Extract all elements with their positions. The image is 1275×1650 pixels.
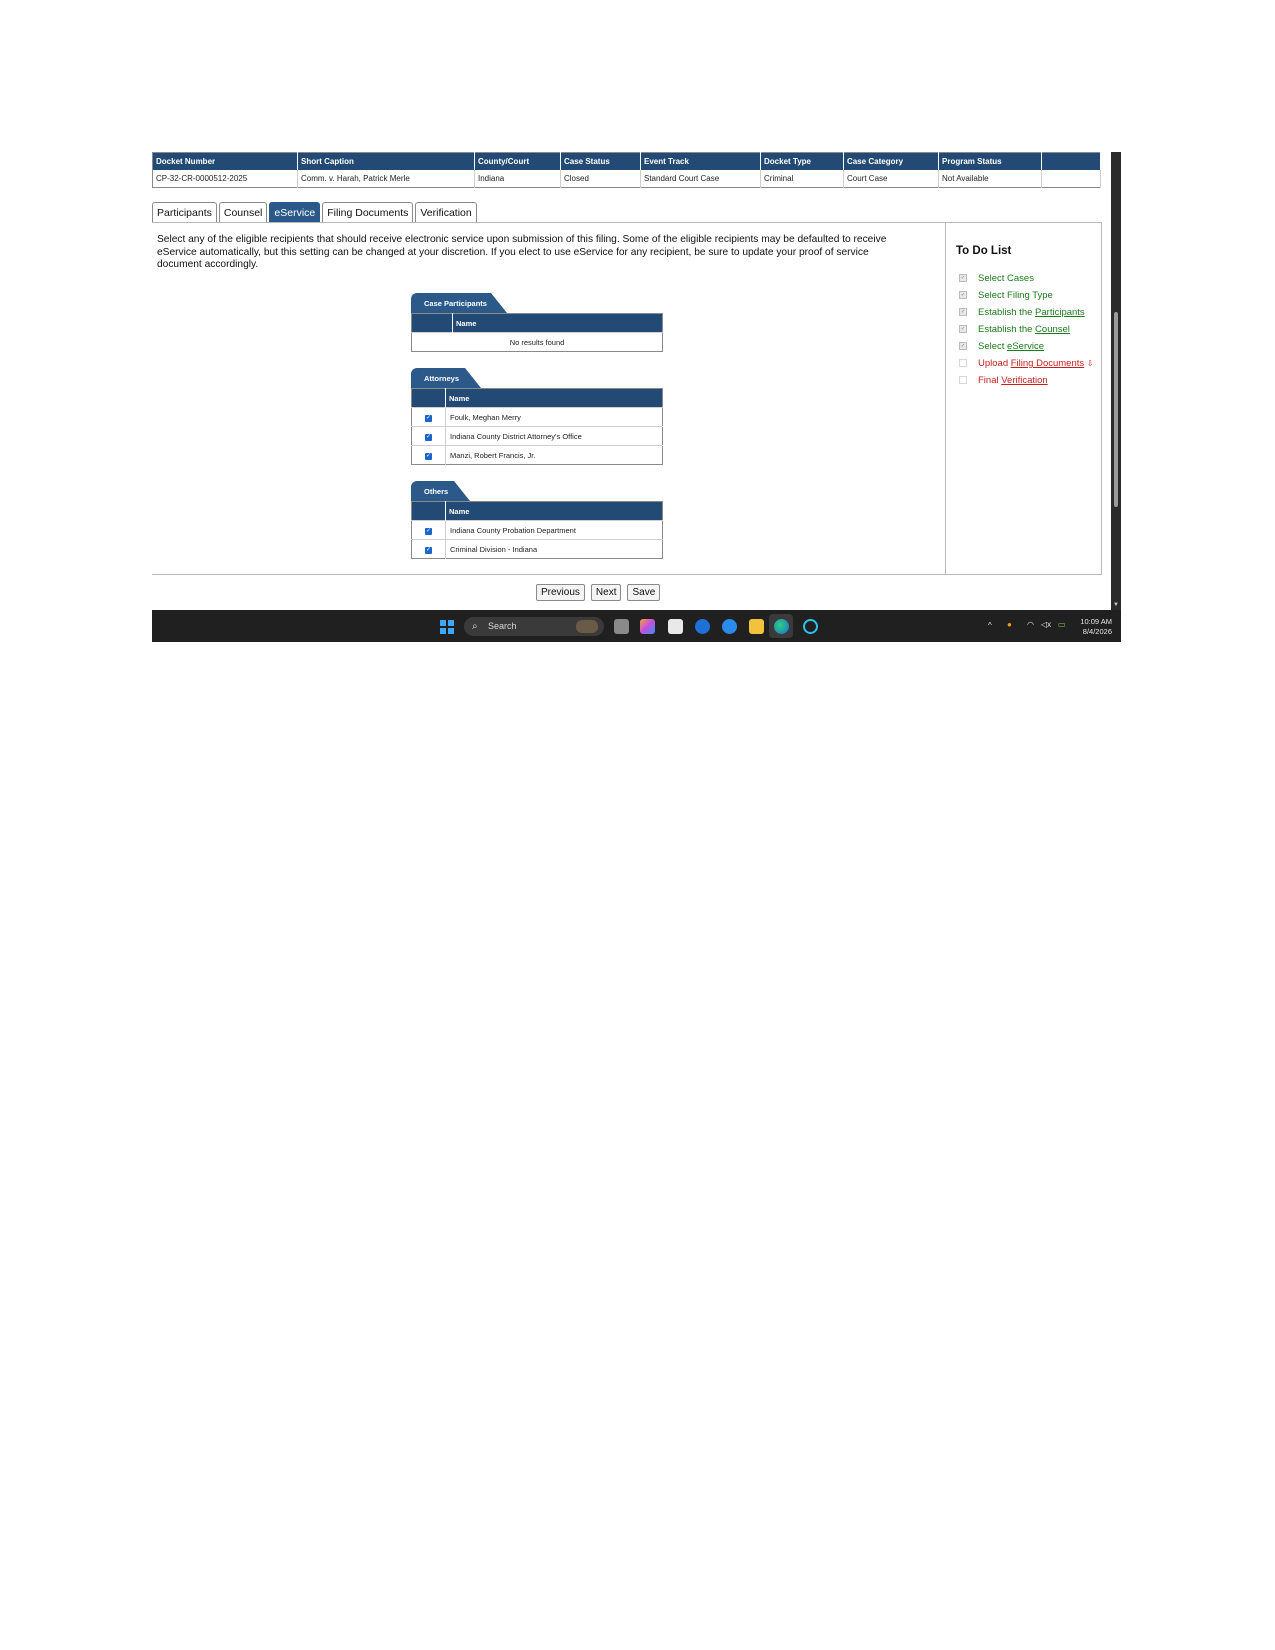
todo-item-eservice [956, 341, 1096, 353]
col-docket-number: Docket Number [153, 153, 298, 171]
case-participants-group [411, 293, 663, 352]
download-arrow-icon: ⇩ [1086, 359, 1094, 368]
col-county-court: County/Court [475, 153, 561, 171]
edge-icon[interactable] [774, 619, 789, 634]
todo-checkbox: ✓ [960, 343, 966, 349]
table-row [412, 333, 663, 352]
table-row [153, 170, 1101, 188]
scrollbar-thumb[interactable] [1114, 312, 1118, 507]
todo-list [956, 245, 1096, 392]
attorneys-title: Attorneys [424, 374, 460, 383]
todo-item-select-cases [956, 273, 1096, 285]
col-docket-type: Docket Type [761, 153, 844, 171]
store-icon[interactable] [668, 619, 683, 634]
docket-number-cell: CP-32-CR-0000512-2025 [153, 170, 298, 188]
todo-item-participants [956, 307, 1096, 319]
col-event-track: Event Track [641, 153, 761, 171]
copilot-icon[interactable] [640, 619, 655, 634]
tab-participants[interactable]: Participants [152, 202, 217, 223]
todo-item-label: Select Cases [978, 273, 1034, 284]
others-table [411, 501, 663, 559]
eservice-link[interactable]: eService [1007, 341, 1045, 352]
vertical-scrollbar[interactable] [1111, 152, 1121, 610]
counsel-link[interactable]: Counsel [1035, 324, 1070, 335]
other-recipient-name: Criminal Division - Indiana [446, 540, 663, 559]
program-status-cell: Not Available [939, 170, 1042, 188]
todo-checkbox: ✓ [960, 309, 966, 315]
todo-item-verification [956, 375, 1096, 387]
blank-cell [1042, 170, 1101, 188]
todo-item-label: Establish the [978, 307, 1036, 318]
case-participants-table [411, 313, 663, 352]
task-view-icon[interactable] [614, 619, 629, 634]
attorney-name: Foulk, Meghan Merry [446, 408, 663, 427]
attorneys-tab [411, 368, 663, 388]
todo-item-counsel [956, 324, 1096, 336]
col-case-category: Case Category [844, 153, 939, 171]
todo-checkbox: ✓ [960, 292, 966, 298]
select-column-header [412, 389, 446, 408]
clock-time: 10:09 AM [1080, 617, 1112, 626]
tab-filing-documents[interactable]: Filing Documents [322, 202, 413, 223]
scroll-down-icon[interactable]: ▼ [1113, 602, 1119, 608]
other-recipient-checkbox[interactable]: ✓ [425, 528, 432, 534]
search-icon: ⌕ [472, 621, 478, 632]
case-table-header [153, 153, 1101, 171]
windows-taskbar [152, 610, 1121, 642]
others-title: Others [424, 487, 449, 496]
taskbar-search-box[interactable] [464, 617, 604, 636]
participants-link[interactable]: Participants [1035, 307, 1085, 318]
others-tab [411, 481, 663, 501]
todo-title: To Do List [956, 245, 1012, 257]
todo-item-filing-documents [956, 358, 1096, 370]
intro-text: Select any of the eligible recipients that should receive electronic service upon submission of this filing. Some of the eligible recipients may be defaulted to receive eService automatically, but this setting can be changed at your discretion. If you elect to use eService for any recipient, be sure to update your proof of service document accordingly. [157, 234, 887, 270]
other-recipient-checkbox[interactable]: ✓ [425, 547, 432, 553]
name-column-header: Name [446, 502, 663, 521]
todo-checkbox [959, 359, 967, 367]
todo-item-label: Select [978, 341, 1008, 352]
table-row [412, 540, 663, 559]
attorney-checkbox[interactable]: ✓ [425, 415, 432, 421]
previous-button[interactable]: Previous [536, 584, 585, 601]
no-results-text: No results found [412, 333, 663, 352]
table-row [412, 408, 663, 427]
help-icon[interactable] [722, 619, 737, 634]
windows-start-icon[interactable] [440, 620, 454, 634]
todo-checkbox [959, 376, 967, 384]
alexa-icon[interactable] [803, 619, 818, 634]
others-group [411, 481, 663, 559]
verification-link[interactable]: Verification [1001, 375, 1048, 386]
next-button[interactable]: Next [591, 584, 622, 601]
name-column-header: Name [446, 389, 663, 408]
short-caption-cell: Comm. v. Harah, Patrick Merle [298, 170, 475, 188]
tab-eservice[interactable]: eService [269, 202, 320, 223]
wizard-buttons [536, 584, 660, 601]
case-summary-table [152, 152, 1101, 188]
file-explorer-icon[interactable] [749, 619, 764, 634]
table-row [412, 446, 663, 465]
panel-divider [945, 223, 946, 574]
col-program-status: Program Status [939, 153, 1042, 171]
todo-checkbox: ✓ [960, 275, 966, 281]
table-row [412, 427, 663, 446]
wifi-icon[interactable]: ◠ [1027, 620, 1034, 629]
select-column-header [412, 502, 446, 521]
todo-item-label: Select Filing Type [978, 290, 1053, 301]
other-recipient-name: Indiana County Probation Department [446, 521, 663, 540]
save-button[interactable]: Save [627, 584, 660, 601]
case-participants-title: Case Participants [424, 299, 487, 308]
chevron-up-icon[interactable]: ^ [988, 621, 992, 630]
tab-counsel[interactable]: Counsel [219, 202, 268, 223]
attorney-checkbox[interactable]: ✓ [425, 434, 432, 440]
volume-muted-icon[interactable]: ◁x [1041, 620, 1052, 629]
case-status-cell: Closed [561, 170, 641, 188]
docket-type-cell: Criminal [761, 170, 844, 188]
attorney-name: Indiana County District Attorney's Office [446, 427, 663, 446]
attorney-checkbox[interactable]: ✓ [425, 453, 432, 459]
attorneys-group [411, 368, 663, 465]
tab-verification[interactable]: Verification [415, 202, 476, 223]
search-placeholder: Search [488, 621, 517, 631]
update-icon[interactable]: ● [1007, 620, 1012, 629]
county-court-cell: Indiana [475, 170, 561, 188]
todo-item-label: Upload [978, 358, 1011, 369]
clock-date: 8/4/2026 [1082, 627, 1112, 636]
select-column-header [412, 314, 453, 333]
col-blank [1042, 153, 1101, 171]
filing-documents-link[interactable]: Filing Documents [1010, 358, 1085, 369]
case-participants-tab [411, 293, 663, 313]
edge-legacy-icon[interactable] [695, 619, 710, 634]
col-short-caption: Short Caption [298, 153, 475, 171]
table-row [412, 521, 663, 540]
taskbar-clock[interactable] [1062, 617, 1112, 637]
tab-bar [152, 202, 477, 223]
todo-checkbox: ✓ [960, 326, 966, 332]
todo-item-label: Final [978, 375, 1002, 386]
todo-item-select-filing-type [956, 290, 1096, 302]
col-case-status: Case Status [561, 153, 641, 171]
todo-item-label: Establish the [978, 324, 1036, 335]
screenshot [152, 152, 1121, 642]
search-highlight-icon [576, 620, 598, 633]
event-track-cell: Standard Court Case [641, 170, 761, 188]
battery-icon[interactable]: ▭ [1058, 620, 1066, 629]
name-column-header: Name [453, 314, 663, 333]
eservice-panel [152, 222, 1102, 575]
attorney-name: Manzi, Robert Francis, Jr. [446, 446, 663, 465]
attorneys-table [411, 388, 663, 465]
case-category-cell: Court Case [844, 170, 939, 188]
